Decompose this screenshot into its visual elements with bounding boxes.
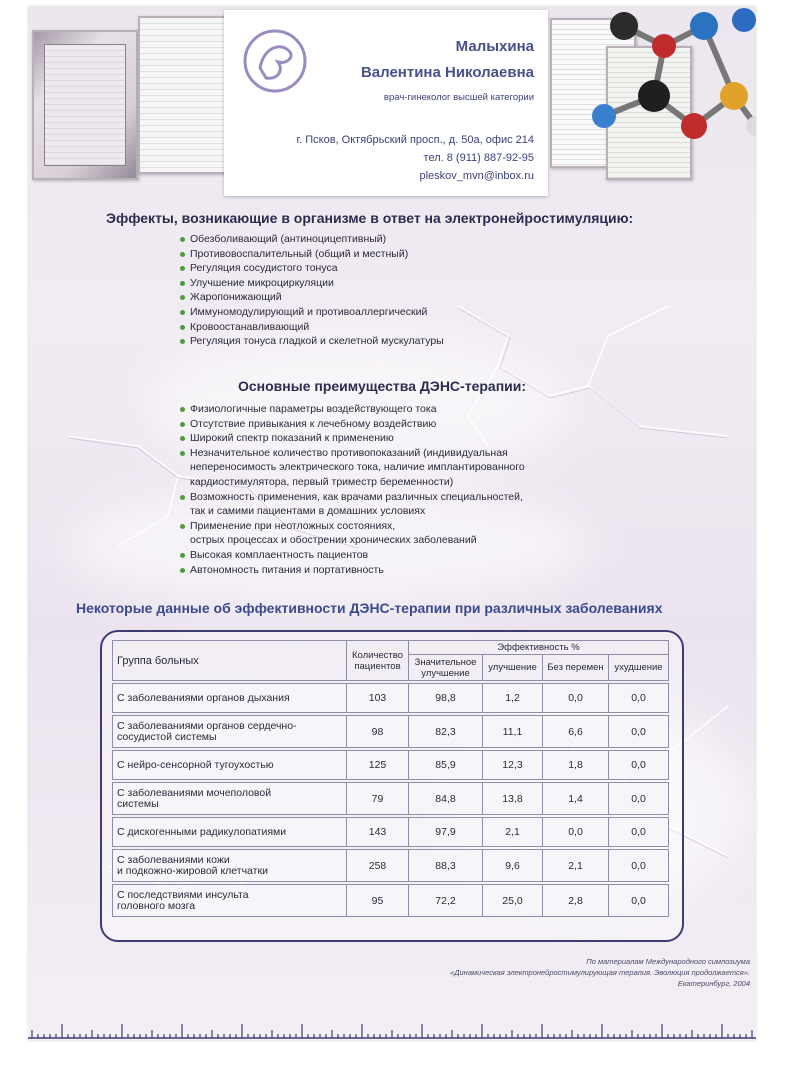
column-header: Группа больных <box>113 641 347 681</box>
list-item: Физиологичные параметры воздействующего тока <box>180 402 525 417</box>
table-row <box>113 751 669 780</box>
effects-heading: Эффекты, возникающие в организме в ответ на электронейростимуляцию: <box>106 210 634 226</box>
count-cell: 103 <box>347 684 409 713</box>
count-cell: 258 <box>347 850 409 882</box>
column-header-group: Эффективность % <box>409 641 669 655</box>
value-cell: 0,0 <box>609 850 669 882</box>
group-cell: С заболеваниями мочеполовой системы <box>113 783 347 815</box>
value-cell: 1,4 <box>543 783 609 815</box>
list-item: Обезболивающий (антиноцицептивный) <box>180 232 444 247</box>
list-item: Регуляция тонуса гладкой и скелетной мускулатуры <box>180 334 444 349</box>
value-cell: 2,1 <box>543 850 609 882</box>
value-cell: 0,0 <box>543 684 609 713</box>
value-cell: 0,0 <box>609 783 669 815</box>
certificate-image <box>32 30 138 180</box>
list-item: Высокая комплаентность пациентов <box>180 548 525 563</box>
molecule-image <box>584 6 756 166</box>
address: г. Псков, Октябрьский просп., д. 50а, офис 214 <box>296 134 534 146</box>
group-cell: С заболеваниями кожи и подкожно-жировой клетчатки <box>113 850 347 882</box>
table-row <box>113 818 669 847</box>
clinic-logo-icon <box>242 28 308 94</box>
license-image <box>138 16 226 174</box>
table-row <box>113 684 669 713</box>
advantages-heading: Основные преимущества ДЭНС-терапии: <box>238 378 527 394</box>
email: pleskov_mvn@inbox.ru <box>419 170 534 182</box>
doctor-surname: Малыхина <box>455 38 534 55</box>
doctor-name: Валентина Николаевна <box>360 64 534 81</box>
count-cell: 79 <box>347 783 409 815</box>
source-note: По материалам Международного симпозиума «Динамическая электронейростимулирующая терапия. Эволюция продолжается». Екатеринбург, 2004 <box>450 957 750 988</box>
column-header: Количество пациентов <box>347 641 409 681</box>
value-cell: 0,0 <box>609 716 669 748</box>
group-cell: С дискогенными радикулопатиями <box>113 818 347 847</box>
value-cell: 85,9 <box>409 751 483 780</box>
effects-list <box>180 232 444 349</box>
list-item: Применение при неотложных состояниях, острых процессах и обострении хронических заболеваний <box>180 519 525 548</box>
phone: тел. 8 (911) 887-92-95 <box>423 152 534 164</box>
group-cell: С нейро-сенсорной тугоухостью <box>113 751 347 780</box>
business-card <box>224 10 548 196</box>
list-item: Отсутствие привыкания к лечебному воздействию <box>180 417 525 432</box>
list-item: Кровоостанавливающий <box>180 320 444 335</box>
value-cell: 13,8 <box>483 783 543 815</box>
value-cell: 12,3 <box>483 751 543 780</box>
list-item: Иммуномодулирующий и противоаллергический <box>180 305 444 320</box>
column-header: улучшение <box>483 655 543 681</box>
value-cell: 0,0 <box>609 818 669 847</box>
doctor-title: врач-гинеколог высшей категории <box>383 92 534 103</box>
list-item: Противовоспалительный (общий и местный) <box>180 247 444 262</box>
list-item: Регуляция сосудистого тонуса <box>180 261 444 276</box>
list-item: Широкий спектр показаний к применению <box>180 431 525 446</box>
value-cell: 0,0 <box>609 751 669 780</box>
list-item: Жаропонижающий <box>180 290 444 305</box>
advantages-list <box>180 402 525 577</box>
table-row <box>113 783 669 815</box>
value-cell: 97,9 <box>409 818 483 847</box>
list-item: Возможность применения, как врачами различных специальностей, так и самими пациентами в домашних условиях <box>180 490 525 519</box>
value-cell: 0,0 <box>543 818 609 847</box>
efficiency-table-frame <box>100 630 684 942</box>
group-cell: С последствиями инсульта головного мозга <box>113 885 347 917</box>
list-item: Улучшение микроциркуляции <box>180 276 444 291</box>
value-cell: 0,0 <box>609 885 669 917</box>
list-item: Незначительное количество противопоказаний (индивидуальная непереносимость электрического тока, наличие имплантированного кардиостимулятора, первый триместр беременности) <box>180 446 525 490</box>
value-cell: 1,8 <box>543 751 609 780</box>
value-cell: 2,8 <box>543 885 609 917</box>
value-cell: 98,8 <box>409 684 483 713</box>
count-cell: 98 <box>347 716 409 748</box>
table-row <box>113 885 669 917</box>
group-cell: С заболеваниями органов сердечно- сосудистой системы <box>113 716 347 748</box>
column-header: Без перемен <box>543 655 609 681</box>
column-header: ухудшение <box>609 655 669 681</box>
value-cell: 88,3 <box>409 850 483 882</box>
value-cell: 84,8 <box>409 783 483 815</box>
value-cell: 1,2 <box>483 684 543 713</box>
table-row <box>113 850 669 882</box>
value-cell: 72,2 <box>409 885 483 917</box>
efficiency-table <box>112 640 669 917</box>
value-cell: 11,1 <box>483 716 543 748</box>
count-cell: 95 <box>347 885 409 917</box>
group-cell: С заболеваниями органов дыхания <box>113 684 347 713</box>
table-row <box>113 716 669 748</box>
value-cell: 0,0 <box>609 684 669 713</box>
value-cell: 2,1 <box>483 818 543 847</box>
value-cell: 82,3 <box>409 716 483 748</box>
list-item: Автономность питания и портативность <box>180 563 525 578</box>
value-cell: 9,6 <box>483 850 543 882</box>
count-cell: 143 <box>347 818 409 847</box>
table-title: Некоторые данные об эффективности ДЭНС-терапии при различных заболеваниях <box>76 600 663 616</box>
value-cell: 6,6 <box>543 716 609 748</box>
ruler-decoration <box>28 1022 756 1042</box>
column-header: Значительное улучшение <box>409 655 483 681</box>
value-cell: 25,0 <box>483 885 543 917</box>
count-cell: 125 <box>347 751 409 780</box>
